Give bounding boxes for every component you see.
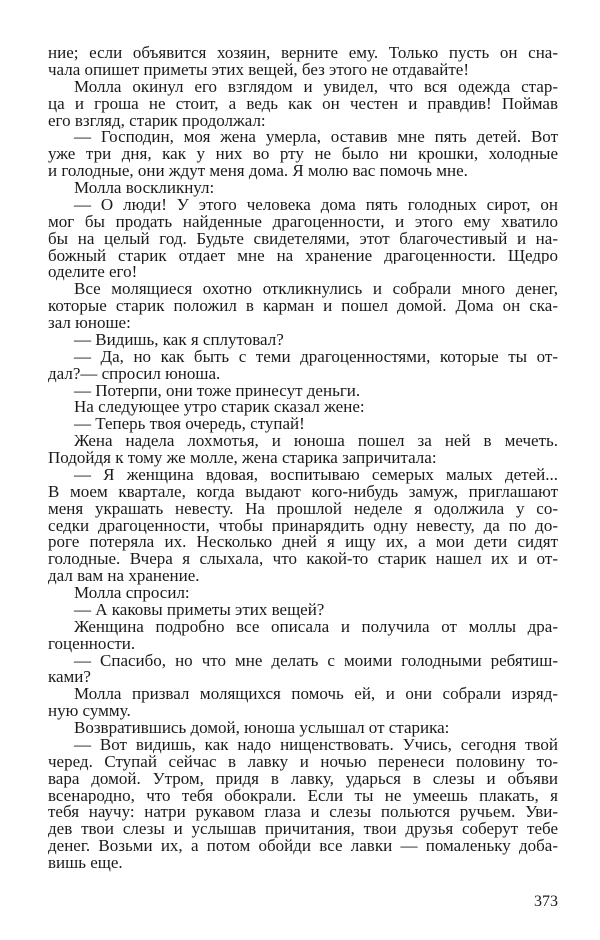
text-line: тебя научу: натри рукавом глаза и слезы польются ручьем. Уви- bbox=[48, 804, 558, 822]
text-line: — Видишь, как я сплутовал? bbox=[74, 331, 284, 349]
text-line: На следующее утро старик сказал жене: bbox=[74, 399, 365, 417]
text-line: ками? bbox=[48, 669, 91, 687]
text-line: дал?— спросил юноша. bbox=[48, 365, 221, 383]
text-line: Все молящиеся охотно откликнулись и собрали много денег, bbox=[74, 281, 558, 299]
text-line: бы на целый год. Будьте свидетелями, этот благочестивый и на- bbox=[48, 230, 558, 248]
text-line: и голодные, они ждут меня дома. Я молю вас помочь мне. bbox=[48, 163, 468, 180]
text-line: зал юноше: bbox=[48, 315, 131, 332]
text-line: — Да, но как быть с теми драгоценностями, которые ты от- bbox=[74, 348, 558, 366]
text-line: Жена надела лохмотья, и юноша пошел за ней в мечеть. bbox=[74, 433, 558, 450]
text-line: Возвратившись домой, юноша услышал от старика: bbox=[74, 720, 450, 737]
text-line: чала опишет приметы этих вещей, без этого не отдавайте! bbox=[48, 61, 470, 79]
text-line: всенародно, что тебя обокрали. Если ты не умеешь плакать, я bbox=[48, 787, 558, 805]
text-line: гоценности. bbox=[48, 635, 136, 653]
text-line: голодные. Вчера я слыхала, что какой-то старик нашел их и от- bbox=[48, 551, 558, 569]
text-line: мог бы продать найденные драгоценности, и этого ему хватило bbox=[48, 213, 558, 231]
text-line: ца и гроша не стоит, а ведь как он честен и правдив! Поймав bbox=[48, 95, 558, 113]
text-line: которые старик положил в карман и пошел домой. Дома он ска- bbox=[48, 298, 558, 315]
text-line: дал вам на хранение. bbox=[48, 568, 200, 585]
text-line: — О люди! У этого человека дома пять голодных сирот, он bbox=[74, 196, 558, 214]
text-line: оделите его! bbox=[48, 264, 138, 282]
text-line: — Я женщина вдовая, воспитываю семерых малых детей... bbox=[74, 466, 558, 484]
text-line: его взгляд, старик продолжал: bbox=[48, 112, 266, 130]
text-line: Молла спросил: bbox=[74, 585, 190, 602]
page-body-text bbox=[48, 45, 558, 872]
text-line: черед. Ступай сейчас в лавку и ночью перенеси половину то- bbox=[48, 753, 558, 771]
text-line: вишь еще. bbox=[48, 855, 123, 872]
text-line: денег. Возьми их, а потом обойди все лавки — помаленьку доба- bbox=[48, 838, 558, 855]
text-line: Молла призвал молящихся помочь ей, и они собрали изряд- bbox=[74, 686, 558, 704]
text-line: седки драгоценности, чтобы принарядить одну невесту, да по до- bbox=[48, 517, 558, 535]
text-line: ние; если объявится хозяин, верните ему. Только пусть он сна- bbox=[48, 45, 558, 62]
text-line: Подойдя к тому же молле, жена старика запричитала: bbox=[48, 450, 437, 467]
text-line: — Спасибо, но что мне делать с моими голодными ребятиш- bbox=[74, 652, 558, 670]
text-line: Молла воскликнул: bbox=[74, 180, 215, 197]
page-number: 373 bbox=[534, 893, 558, 910]
text-line: меня украшать невесту. На прошлой неделе я одолжила у со- bbox=[48, 500, 558, 518]
text-line: Женщина подробно все описала и получила от моллы дра- bbox=[74, 618, 558, 636]
text-line: роге потеряла их. Несколько дней я ищу их, а мои дети сидят bbox=[48, 534, 558, 552]
text-line: — Господин, моя жена умерла, оставив мне пять детей. Вот bbox=[74, 129, 558, 147]
text-line: Молла окинул его взглядом и увидел, что вся одежда стар- bbox=[74, 78, 558, 96]
text-line: божный старик отдает мне на хранение драгоценности. Щедро bbox=[48, 247, 558, 265]
text-line: уже три дня, как у них во рту не было ни крошки, холодные bbox=[48, 146, 558, 164]
text-line: — А каковы приметы этих вещей? bbox=[74, 601, 325, 619]
text-line: ную сумму. bbox=[48, 703, 131, 720]
text-line: — Вот видишь, как надо нищенствовать. Учись, сегодня твой bbox=[74, 736, 558, 754]
text-line: — Потерпи, они тоже принесут деньги. bbox=[74, 382, 361, 400]
text-line: В моем квартале, когда выдают кого-нибудь замуж, приглашают bbox=[48, 483, 558, 501]
text-line: — Теперь твоя очередь, ступай! bbox=[74, 416, 305, 434]
text-line: вара домой. Утром, придя в лавку, ударься в слезы и объяви bbox=[48, 770, 558, 788]
text-line: дев твои слезы и услышав причитания, твои друзья соберут тебе bbox=[48, 821, 558, 839]
